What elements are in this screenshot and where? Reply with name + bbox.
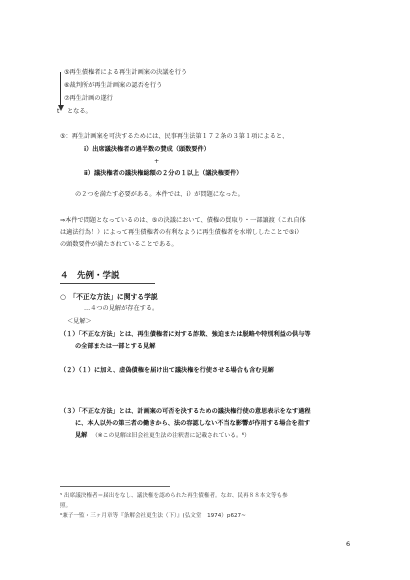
flow-step-5: ⑤再生債権者による再生計画案の決議を行う <box>64 69 188 76</box>
issue-line-1: ⇒本件で問題となっているのは、⑤の決議において、債権の買取り・一部譲渡（これ自体 <box>60 217 306 224</box>
view-3-line-3: 見解 <box>75 432 88 439</box>
flow-marker: t <box>57 108 60 115</box>
section-heading: ４ 先例・学説 <box>60 271 120 281</box>
flow-arrow-line <box>60 72 61 107</box>
footnote-5-line-2: 照。 <box>60 503 72 509</box>
views-label: ＜見解＞ <box>67 318 92 325</box>
requirement-intro: ⑤：再生計画案を可決するためには、民事再生法第１７２条の３第１項によると、 <box>60 133 289 140</box>
requirement-2: ⅱ）議決権者の議決権総額の２分の１以上（議決権要件） <box>84 170 243 177</box>
footnote-separator <box>60 486 170 487</box>
issue-line-3: の頭数要件が満たされていることである。 <box>60 241 178 248</box>
view-3-line-2: に、本人以外の第三者の働きから、法の容認しない不当な影響が作用する場合を指す <box>75 420 311 427</box>
view-3-note: （※この見解は旧会社更生法の注釈書に記載されている。⁶） <box>92 433 250 439</box>
requirement-conclusion: の２つを満たす必要がある。本件では、ⅰ）が問題になった。 <box>75 191 244 198</box>
section-heading-underline <box>60 283 155 284</box>
view-2-line-1: （２）（１）に加え、虚偽債権を届け出て議決権を行使させる場合も含む見解 <box>60 367 274 374</box>
page-number: 6 <box>346 540 351 548</box>
view-1-line-1: （１）「不正な方法」とは、再生債権者に対する詐欺、強迫または脱略や特別利益の供与等 <box>60 331 311 338</box>
flow-step-7: ⑦再生計画の遂行 <box>64 95 113 102</box>
flow-conclusion: となる。 <box>67 108 92 115</box>
view-3-line-1: （３）「不正な方法」とは、計画案の可否を決するための議決権行使の意思表示をなす過程 <box>60 408 311 415</box>
view-1-line-2: の全部または一部とする見解 <box>75 343 156 350</box>
footnote-5-line-1: ⁵ 出席議決権者＝届出をなし、議決権を認められた再生債権者。なお、民再８８本文等も参 <box>60 493 288 499</box>
footnote-6: ⁶兼子一監・三ヶ月章等『条解会社更生法（下）』(弘文堂 1974）p627~ <box>60 513 246 519</box>
plus-sign: + <box>154 158 160 165</box>
subheading: ○ 「不正な方法」に関する学説 <box>60 293 158 301</box>
view-count: …４つの見解が存在する。 <box>84 305 159 312</box>
issue-line-2: は適法行為！）によって再生債権者の有利なように再生債権者を水増ししたことで⑤ⅰ） <box>60 229 303 236</box>
flow-step-6: ⑥裁判所が再生計画案の認否を行う <box>64 82 163 89</box>
requirement-1: ⅰ）出席議決権者の過半数の賛成（頭数要件） <box>84 146 210 153</box>
